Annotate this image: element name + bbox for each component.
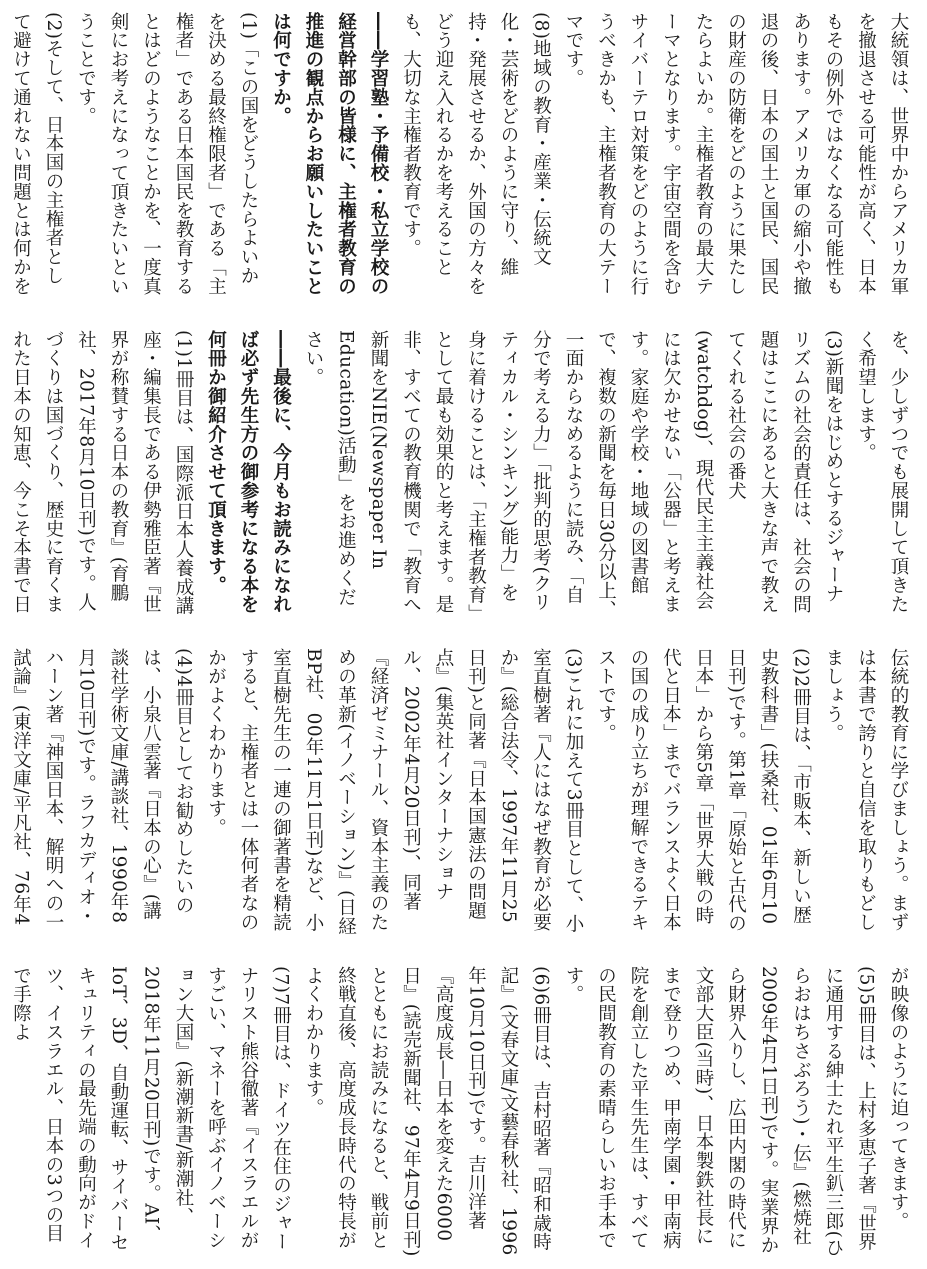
paragraph: (1)1冊目は、国際派日本人養成講座・編集長である伊勢雅臣著『世界が称賛する日本の教育』(育鵬社、2017年8月10日刊)です。人づくりは国づくり、歴史に育くまれた日本の知恵、今こそ本書で日 [10,330,194,616]
paragraph: (2)2冊目は、「市販本、新しい歴史教科書」(扶桑社、01年6月10日刊)です。第1章「原始と古代の日本」から第5章「世界大戦の時代と日本」までバランスよく日本の国の成り立ちが理解できるテキストです。 [595,648,812,933]
paragraph: (3)新聞をはじめとするジャーナリズムの社会的責任は、社会の問題はここにあると大きな声で教えてくれる社会の番犬(watchdog)、現代民主主義社会には欠かせない「公器」と考えます。家庭や学校・地域の図書館で、複数の新聞を毎日30分以上、一面からなめるように読み、「自分で考える力」「批判的思考(クリティカル・シンキング)能力」を身に着けることは、「主権者教育」として最も効果的と考えます。是非、すべての教育機関で「教育へ新聞をNIE(Newspaper In Education)活動」をお進めください。 [303,330,844,619]
paragraph: (6)6冊目は、吉村昭著『昭和歳時記』(文春文庫/文藝春秋社、1996年10月10日刊)です。吉川洋著『高度成長―日本を変えた6000日』(読売新聞社、97年4月9日刊)とともにお読みになると、戦前と終戦直後、高度成長時代の特長がよくわかります。 [303,966,552,1257]
article-tier-1 [10,12,914,302]
article-tier-4 [10,966,914,1258]
paragraph: 伝統的教育に学びましょう。まずは本書で誇りと自信を取りもどしましょう。 [823,648,909,932]
paragraph: (2)そして、日本国の主権者として避けて通れない問題とは何かを [10,12,64,296]
paragraph [0,966,4,1258]
paragraph: を、少しずつでも展開して頂きたく希望します。 [855,330,909,614]
article-tier-2 [10,330,914,620]
interview-question: ――学習塾・予備校・私立学校の経営幹部の皆様に、主権者教育の推進の観点からお願いしたいことは何ですか。 [270,12,389,296]
paragraph: (3)これに加えて3冊目として、小室直樹著『人にはなぜ教育が必要か』(総合法令、1997年11月25日刊)と同著『日本国憲法の問題点』(集英社インターナショナル、2002年4月20日刊)、同著『経済ゼミナール、資本主義のための革新(イノベーション)』(日経BP社、00年11月1日刊)など、小室直樹先生の一連の御著書を精読すると、主権者とは一体何者なのかがよくわかります。 [205,648,584,936]
paragraph: (1)「この国をどうしたらよいかを決める最終権限者」である「主権者」である日本国民を教育するとはどのようなことかを、一度真剣にお考えになって頂きたいということです。 [75,12,259,296]
article-tier-3 [10,648,914,938]
paragraph: (7)7冊目は、ドイツ在住のジャーナリスト熊谷徹著『イスラエルがすごい、マネーを呼ぶイノベーション大国』(新潮新書/新潮社、2018年11月20日刊)です。AI、IoT、3D、自動運転、サイバーセキュリティの最先端の動向がドイツ、イスラエル、日本の3つの目で手際よ [10,966,292,1253]
paragraph: (5)5冊目は、上村多恵子著『世界に通用する紳士たれ平生釟三郎(ひらおはちさぶろう)・伝』(燃焼社2009年4月1日刊)です。実業界から財界入りし、広田内閣の時代に文部大臣(当時)、日本製鉄社長にまで登りつめ、甲南学園・甲南病院を創立した平生先生は、すべての民間教育の素晴らしいお手本です。 [563,966,877,1258]
interview-question: ――最後に、今月もお読みになれば必ず先生方の御参考になる本を何冊か御紹介させて頂きます。 [205,330,292,614]
paragraph: (4)4冊目としてお勧めしたいのは、小泉八雲著『日本の心』(講談社学術文庫/講談社、1990年8月10日刊)です。ラフカディオ・ハーン著『神国日本、解明への一試論』(東洋文庫/平凡社、76年4 [10,648,194,932]
paragraph: 大統領は、世界中からアメリカ軍を撤退させる可能性が高く、日本もその例外ではなくなる可能性もあります。アメリカ軍の縮小や撤退の後、日本の国土と国民、国民の財産の防衛をどのように果たしたらよいか。主権者教育の最大テーマとなります。宇宙空間を含むサイバーテロ対策をどのように行うべきかも、主権者教育の大テーマです。 [563,12,909,296]
paragraph: が映像のように迫ってきます。 [888,966,909,1231]
paragraph: (8)地域の教育・産業・伝統文化・芸術をどのように守り、維持・発展させるか、外国の方々をどう迎え入れるかを考えることも、大切な主権者教育です。 [400,12,552,296]
